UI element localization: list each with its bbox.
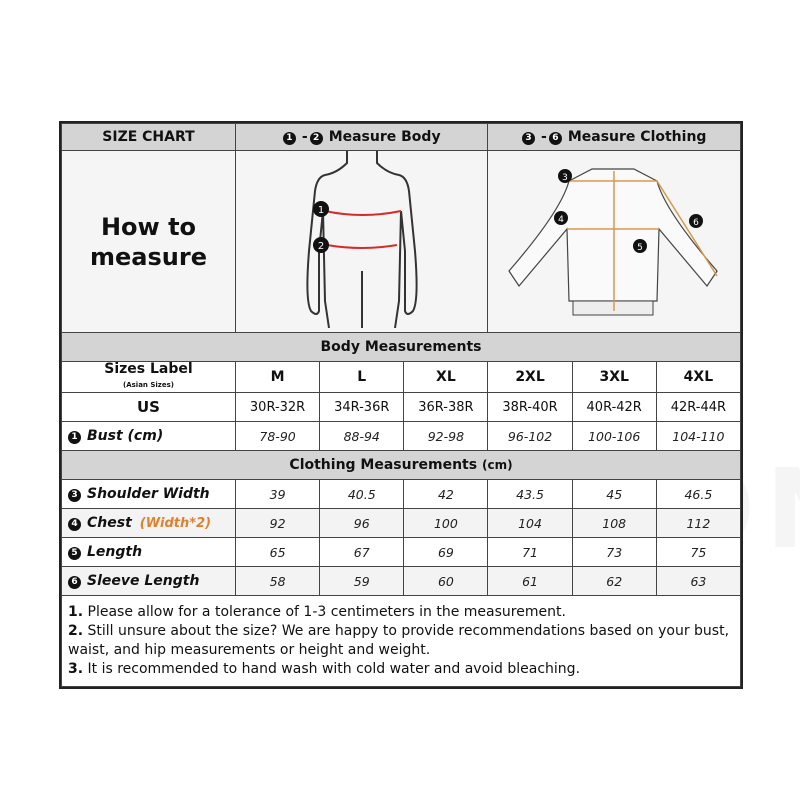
sizes-row xyxy=(62,362,741,393)
cell: 39 xyxy=(236,480,320,509)
cell: 59 xyxy=(320,567,404,596)
cell: 60 xyxy=(404,567,488,596)
cell: 100 xyxy=(404,509,488,538)
svg-text:4: 4 xyxy=(558,215,565,225)
cell: 63 xyxy=(656,567,740,596)
cell: 30R-32R xyxy=(236,393,320,422)
cell: 40R-42R xyxy=(572,393,656,422)
note-1: 1. Please allow for a tolerance of 1-3 centimeters in the measurement. xyxy=(68,604,566,620)
cell: 104-110 xyxy=(656,422,740,451)
svg-text:1: 1 xyxy=(317,205,324,216)
cell: 75 xyxy=(656,538,740,567)
cell: 100-106 xyxy=(572,422,656,451)
note-3: 3. It is recommended to hand wash with cold water and avoid bleaching. xyxy=(68,661,581,677)
cell: 104 xyxy=(488,509,572,538)
row-label: 6 Sleeve Length xyxy=(62,567,236,596)
cell: 61 xyxy=(488,567,572,596)
size-m: M xyxy=(236,362,320,393)
cell: 69 xyxy=(404,538,488,567)
cell: 65 xyxy=(236,538,320,567)
body-diagram xyxy=(236,151,488,333)
body-figure-icon xyxy=(237,151,487,328)
cell: 112 xyxy=(656,509,740,538)
svg-text:2: 2 xyxy=(317,241,324,252)
cell: 58 xyxy=(236,567,320,596)
cell: 88-94 xyxy=(320,422,404,451)
sweater-figure-icon xyxy=(489,151,739,328)
body-measurements-header: Body Measurements xyxy=(62,333,741,362)
cell: 42 xyxy=(404,480,488,509)
size-4xl: 4XL xyxy=(656,362,740,393)
cell: 96-102 xyxy=(488,422,572,451)
cell: 42R-44R xyxy=(656,393,740,422)
how-to-measure: How to measure xyxy=(62,151,236,333)
bust-row xyxy=(62,422,741,451)
bust-label: 1 Bust (cm) xyxy=(62,422,236,451)
clothing-row xyxy=(62,538,741,567)
size-2xl: 2XL xyxy=(488,362,572,393)
clothing-row xyxy=(62,509,741,538)
cell: 40.5 xyxy=(320,480,404,509)
size-3xl: 3XL xyxy=(572,362,656,393)
cell: 43.5 xyxy=(488,480,572,509)
cell: 71 xyxy=(488,538,572,567)
size-chart xyxy=(59,121,743,689)
cell: 73 xyxy=(572,538,656,567)
row-label: 4 Chest (Width*2) xyxy=(62,509,236,538)
sizes-label: Sizes Label (Asian Sizes) xyxy=(62,362,236,393)
cell: 46.5 xyxy=(656,480,740,509)
clothing-measurements-header: Clothing Measurements (cm) xyxy=(62,451,741,480)
cell: 92-98 xyxy=(404,422,488,451)
note-2: 2. Still unsure about the size? We are happy to provide recommendations based on your bust, waist, and hip measurements or height and weight. xyxy=(68,623,730,658)
notes xyxy=(62,596,741,687)
us-label: US xyxy=(62,393,236,422)
clothing-row xyxy=(62,480,741,509)
measure-clothing-header: 3 - 6 Measure Clothing xyxy=(488,124,741,151)
cell: 92 xyxy=(236,509,320,538)
row-label: 3 Shoulder Width xyxy=(62,480,236,509)
cell: 96 xyxy=(320,509,404,538)
clothing-row xyxy=(62,567,741,596)
size-chart-title: SIZE CHART xyxy=(62,124,236,151)
cell: 108 xyxy=(572,509,656,538)
measure-body-header: 1 - 2 Measure Body xyxy=(236,124,488,151)
size-xl: XL xyxy=(404,362,488,393)
cell: 67 xyxy=(320,538,404,567)
cell: 34R-36R xyxy=(320,393,404,422)
size-l: L xyxy=(320,362,404,393)
cell: 62 xyxy=(572,567,656,596)
row-label: 5 Length xyxy=(62,538,236,567)
cell: 45 xyxy=(572,480,656,509)
cell: 36R-38R xyxy=(404,393,488,422)
cell: 38R-40R xyxy=(488,393,572,422)
svg-text:6: 6 xyxy=(693,218,700,228)
cell: 78-90 xyxy=(236,422,320,451)
svg-text:3: 3 xyxy=(562,173,569,183)
clothing-diagram xyxy=(488,151,741,333)
us-row xyxy=(62,393,741,422)
svg-text:5: 5 xyxy=(637,243,644,253)
